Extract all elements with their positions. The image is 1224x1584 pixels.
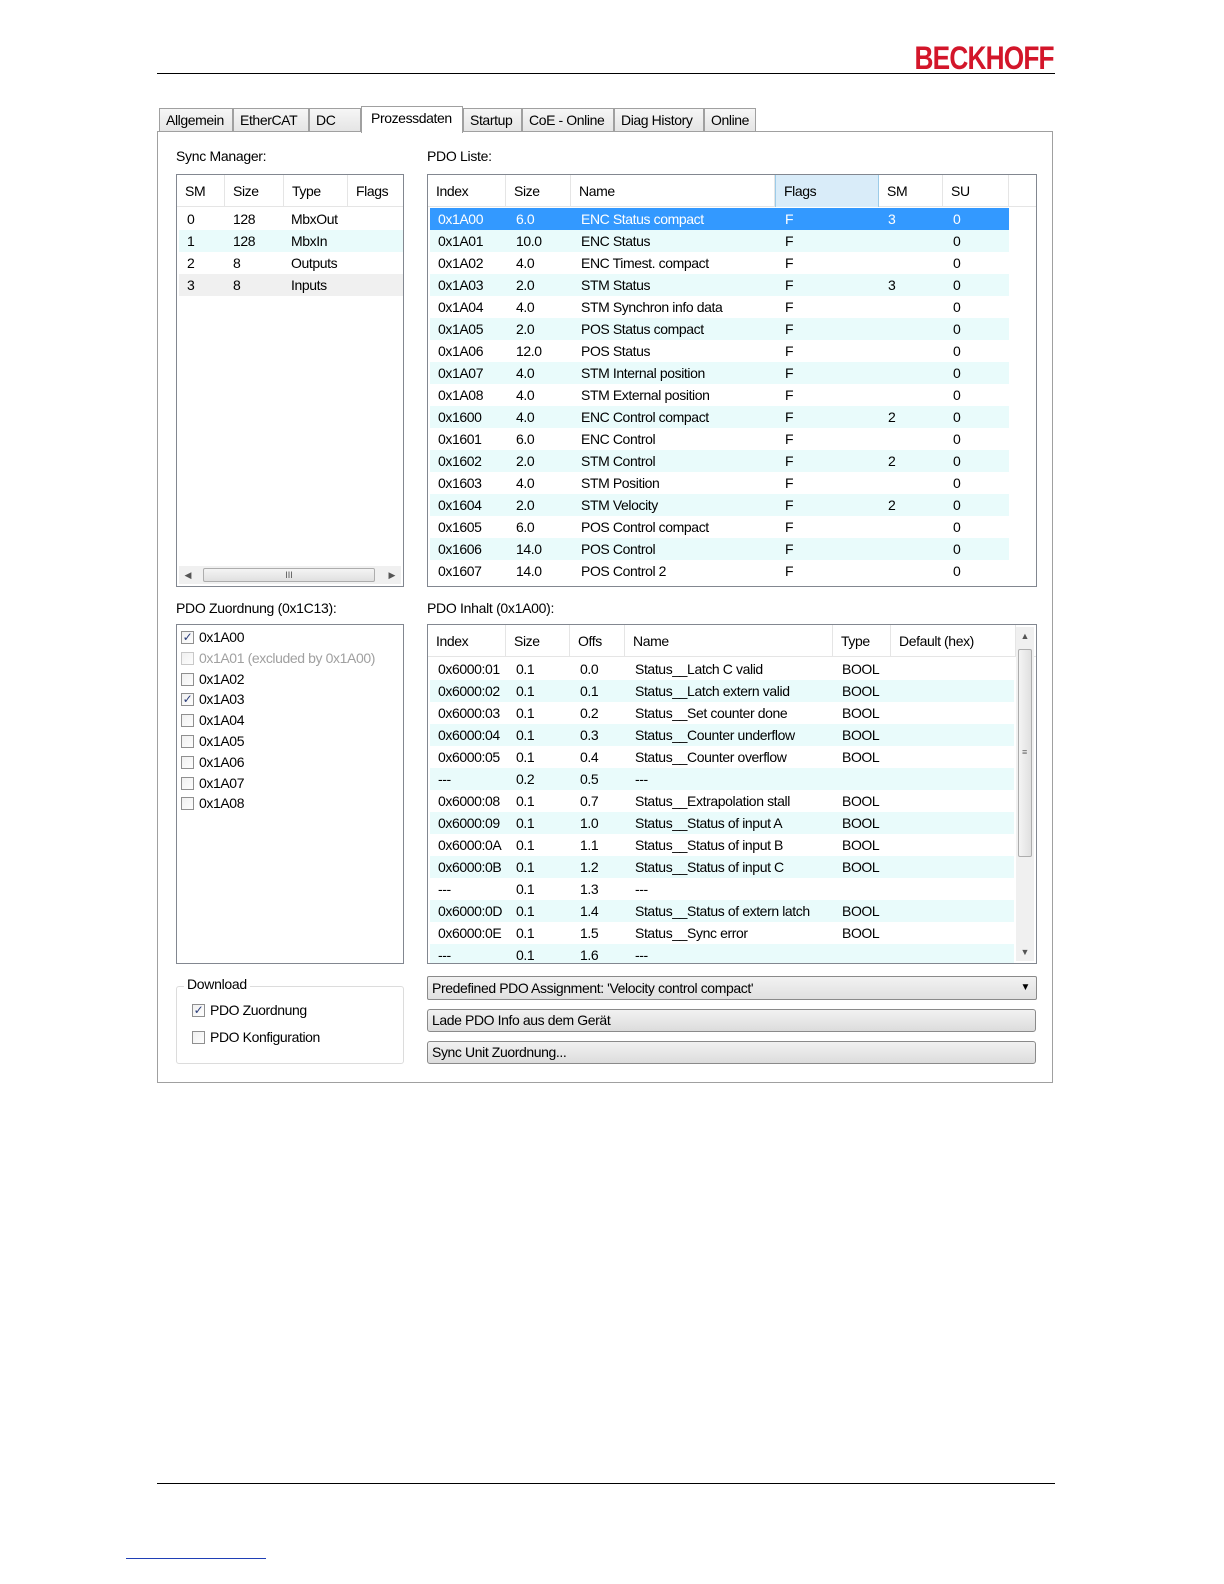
cell-name: STM External position xyxy=(581,387,710,403)
table-row[interactable] xyxy=(179,208,403,230)
cell-size: 0.1 xyxy=(516,793,535,809)
cell-size: 4.0 xyxy=(516,365,535,381)
table-row[interactable] xyxy=(430,702,1014,724)
cell-size: 4.0 xyxy=(516,299,535,315)
tab-allgemein[interactable]: Allgemein xyxy=(159,108,233,132)
checkbox-unchecked-icon[interactable] xyxy=(181,756,194,769)
cell-size: 0.1 xyxy=(516,661,535,677)
cell-size: 2.0 xyxy=(516,497,535,513)
cell-offs: 1.3 xyxy=(580,881,599,897)
table-row[interactable] xyxy=(430,472,1009,494)
table-row[interactable] xyxy=(430,680,1014,702)
checkbox-label: 0x1A05 xyxy=(199,733,245,749)
column-header-flags[interactable]: Flags xyxy=(775,175,879,207)
cell-type: BOOL xyxy=(842,727,880,743)
checkbox-unchecked-icon[interactable] xyxy=(181,735,194,748)
header-rule xyxy=(157,73,1055,74)
checkbox-label: 0x1A08 xyxy=(199,795,245,812)
cell-size: 10.0 xyxy=(516,233,542,249)
pdo-inhalt-list[interactable] xyxy=(427,624,1037,964)
column-header[interactable]: Type xyxy=(833,625,891,657)
cell-name: ENC Status xyxy=(581,233,651,249)
cell-index: 0x1603 xyxy=(438,475,482,491)
cell-su: 0 xyxy=(953,321,961,337)
cell-flags: F xyxy=(785,233,794,249)
cell-index: 0x6000:09 xyxy=(438,815,500,831)
cell-offs: 1.1 xyxy=(580,837,599,853)
cell-offs: 0.5 xyxy=(580,771,599,787)
cell-su: 0 xyxy=(953,453,961,469)
column-header[interactable]: Size xyxy=(225,175,284,207)
cell-name: --- xyxy=(635,947,648,963)
column-header[interactable]: Flags xyxy=(356,183,389,199)
table-row[interactable] xyxy=(430,834,1014,856)
table-row[interactable] xyxy=(430,724,1014,746)
cell-index: 0x1601 xyxy=(438,431,482,447)
checkbox-label: 0x1A00 xyxy=(199,629,245,645)
table-row[interactable] xyxy=(430,274,1009,296)
load-pdo-info-button[interactable]: Lade PDO Info aus dem Gerät xyxy=(427,1009,1036,1032)
cell-index: 0x1A00 xyxy=(438,211,484,227)
cell-index: 0x1600 xyxy=(438,409,482,425)
cell-sm: 2 xyxy=(888,409,896,425)
cell-sm: 2 xyxy=(888,497,896,513)
table-row[interactable] xyxy=(179,252,403,274)
cell-index: 0x6000:0D xyxy=(438,903,503,919)
pdo-inhalt-header xyxy=(428,625,1036,657)
cell-size: 128 xyxy=(233,211,256,227)
cell-index: 0x1607 xyxy=(438,563,482,579)
cell-flags: F xyxy=(785,277,794,293)
pdo-zuordnung-list[interactable] xyxy=(176,624,404,964)
cell-flags: F xyxy=(785,255,794,271)
tab-prozessdaten[interactable]: Prozessdaten xyxy=(361,106,463,133)
table-row[interactable] xyxy=(430,746,1014,768)
cell-type: BOOL xyxy=(842,903,880,919)
cell-offs: 0.1 xyxy=(580,683,599,699)
table-row[interactable] xyxy=(430,538,1009,560)
download-title: Download xyxy=(184,976,250,992)
table-row[interactable] xyxy=(430,516,1009,538)
cell-name: POS Control compact xyxy=(581,519,709,535)
tab-online[interactable]: Online xyxy=(704,108,756,132)
cell-flags: F xyxy=(785,453,794,469)
column-header[interactable]: Type xyxy=(284,175,348,207)
cell-index: 0x1605 xyxy=(438,519,482,535)
pdo-zuordnung-label: PDO Zuordnung (0x1C13): xyxy=(176,600,337,616)
checkbox-unchecked-icon xyxy=(181,652,194,665)
checkbox-checked-icon[interactable]: ✓ xyxy=(182,692,193,707)
cell-index: 0x1A07 xyxy=(438,365,484,381)
dropdown-arrow-icon[interactable]: ▼ xyxy=(1020,982,1030,993)
cell-name: ENC Status compact xyxy=(581,211,704,227)
column-header[interactable]: Size xyxy=(506,625,570,657)
cell-flags: F xyxy=(785,343,794,359)
cell-index: 0x1A05 xyxy=(438,321,484,337)
cell-index: 0x1A03 xyxy=(438,277,484,293)
checkbox-unchecked-icon[interactable] xyxy=(181,673,194,686)
scroll-right-icon[interactable]: ▶ xyxy=(388,570,396,580)
pdo-liste-list[interactable] xyxy=(427,174,1037,587)
cell-size: 8 xyxy=(233,277,241,293)
pdo-liste-label: PDO Liste: xyxy=(427,148,492,164)
cell-name: STM Position xyxy=(581,475,660,491)
cell-name: Status__Set counter done xyxy=(635,705,788,721)
beckhoff-logo: BECKHOFF xyxy=(914,40,1054,76)
cell-index: 0x1A08 xyxy=(438,387,484,403)
cell-size: 6.0 xyxy=(516,519,535,535)
predefined-pdo-assignment-select[interactable] xyxy=(427,976,1037,1000)
tab-dc[interactable]: DC xyxy=(309,108,361,132)
cell-index: 0x1A01 xyxy=(438,233,484,249)
cell-name: POS Control xyxy=(581,541,656,557)
cell-index: 0x1604 xyxy=(438,497,482,513)
cell-index: --- xyxy=(438,947,451,963)
table-row[interactable] xyxy=(430,922,1014,944)
cell-sm: 2 xyxy=(187,255,195,271)
table-row[interactable] xyxy=(430,318,1009,340)
cell-size: 0.1 xyxy=(516,947,535,963)
cell-type: BOOL xyxy=(842,793,880,809)
cell-index: 0x1602 xyxy=(438,453,482,469)
cell-name: POS Control 2 xyxy=(581,563,667,579)
cell-size: 14.0 xyxy=(516,541,542,557)
checkbox-unchecked-icon[interactable] xyxy=(181,714,194,727)
cell-name: Status__Status of input C xyxy=(635,859,784,875)
cell-index: 0x6000:02 xyxy=(438,683,500,699)
column-header[interactable]: Name xyxy=(571,175,775,207)
column-header[interactable]: SM xyxy=(177,175,225,207)
table-row[interactable] xyxy=(430,878,1014,900)
cell-name: STM Internal position xyxy=(581,365,705,381)
table-row[interactable] xyxy=(430,812,1014,834)
table-row[interactable] xyxy=(430,340,1009,362)
cell-type: BOOL xyxy=(842,705,880,721)
cell-su: 0 xyxy=(953,475,961,491)
table-row[interactable] xyxy=(430,494,1009,516)
cell-size: 4.0 xyxy=(516,475,535,491)
cell-index: 0x6000:04 xyxy=(438,727,500,743)
checkbox-checked-icon[interactable]: ✓ xyxy=(182,630,193,644)
cell-size: 4.0 xyxy=(516,409,535,425)
cell-su: 0 xyxy=(953,387,961,403)
sync-manager-header xyxy=(177,175,403,207)
cell-size: 0.2 xyxy=(516,771,535,787)
cell-index: 0x6000:0A xyxy=(438,837,502,853)
column-header[interactable]: Index xyxy=(428,175,506,207)
cell-offs: 0.7 xyxy=(580,793,599,809)
cell-size: 2.0 xyxy=(516,453,535,469)
cell-index: 0x1A06 xyxy=(438,343,484,359)
cell-offs: 0.0 xyxy=(580,661,599,677)
cell-flags: F xyxy=(785,541,794,557)
cell-index: 0x1A02 xyxy=(438,255,484,271)
cell-sm: 0 xyxy=(187,211,195,227)
checkbox-label: 0x1A03 xyxy=(199,691,245,708)
cell-flags: F xyxy=(785,321,794,337)
cell-index: --- xyxy=(438,771,451,787)
cell-offs: 0.2 xyxy=(580,705,599,721)
cell-su: 0 xyxy=(953,431,961,447)
cell-name: Status__Extrapolation stall xyxy=(635,793,790,809)
cell-size: 0.1 xyxy=(516,815,535,831)
table-row[interactable] xyxy=(430,560,1009,582)
table-row[interactable] xyxy=(430,406,1009,428)
cell-type: BOOL xyxy=(842,815,880,831)
checkbox-label: 0x1A01 (excluded by 0x1A00) xyxy=(199,649,375,666)
table-row[interactable] xyxy=(430,944,1014,964)
sync-manager-list[interactable] xyxy=(176,174,404,587)
cell-size: 6.0 xyxy=(516,431,535,447)
tab-ethercat[interactable]: EtherCAT xyxy=(233,108,309,132)
cell-name: Status__Status of input A xyxy=(635,815,783,831)
cell-index: 0x1606 xyxy=(438,541,482,557)
footer-link-underline xyxy=(126,1558,266,1559)
column-header[interactable]: SM xyxy=(879,175,943,207)
cell-flags: F xyxy=(785,497,794,513)
cell-index: 0x6000:03 xyxy=(438,705,500,721)
cell-su: 0 xyxy=(953,365,961,381)
cell-su: 0 xyxy=(953,211,961,227)
table-row[interactable] xyxy=(430,252,1009,274)
cell-su: 0 xyxy=(953,519,961,535)
cell-offs: 1.5 xyxy=(580,925,599,941)
cell-flags: F xyxy=(785,563,794,579)
column-header[interactable]: Index xyxy=(428,625,506,657)
cell-index: 0x1A04 xyxy=(438,299,484,315)
cell-name: ENC Control compact xyxy=(581,409,709,425)
column-header[interactable]: Size xyxy=(506,175,571,207)
cell-size: 0.1 xyxy=(516,837,535,853)
sync-manager-label: Sync Manager: xyxy=(176,148,267,164)
scroll-down-icon[interactable]: ▼ xyxy=(1020,947,1030,957)
table-row[interactable] xyxy=(430,856,1014,878)
cell-offs: 1.4 xyxy=(580,903,599,919)
cell-su: 0 xyxy=(953,563,961,579)
cell-name: STM Velocity xyxy=(581,497,658,513)
checkbox-label: 0x1A07 xyxy=(199,774,245,791)
cell-offs: 0.4 xyxy=(580,749,599,765)
cell-type: BOOL xyxy=(842,859,880,875)
cell-su: 0 xyxy=(953,233,961,249)
cell-size: 0.1 xyxy=(516,903,535,919)
table-row[interactable] xyxy=(430,230,1009,252)
scroll-thumb[interactable]: ≡ xyxy=(1018,649,1032,857)
cell-size: 2.0 xyxy=(516,321,535,337)
column-header[interactable]: SU xyxy=(943,175,1009,207)
tab-diag-history[interactable]: Diag History xyxy=(614,108,704,132)
cell-sm: 3 xyxy=(888,211,896,227)
cell-name: Status__Counter overflow xyxy=(635,749,787,765)
pdo-liste-header xyxy=(428,175,1036,207)
cell-name: STM Synchron info data xyxy=(581,299,723,315)
table-row[interactable] xyxy=(430,768,1014,790)
pdo-inhalt-label: PDO Inhalt (0x1A00): xyxy=(427,600,555,616)
cell-type: BOOL xyxy=(842,837,880,853)
cell-name: Status__Status of extern latch xyxy=(635,903,810,919)
cell-name: STM Status xyxy=(581,277,651,293)
cell-index: 0x6000:08 xyxy=(438,793,500,809)
download-group xyxy=(176,986,404,1064)
cell-name: ENC Timest. compact xyxy=(581,255,709,271)
cell-size: 0.1 xyxy=(516,705,535,721)
cell-type: Outputs xyxy=(291,255,338,271)
cell-type: Inputs xyxy=(291,277,327,293)
cell-size: 0.1 xyxy=(516,881,535,897)
cell-name: POS Status compact xyxy=(581,321,704,337)
column-header[interactable]: Name xyxy=(625,625,833,657)
cell-name: Status__Sync error xyxy=(635,925,748,941)
vertical-scrollbar[interactable] xyxy=(1016,627,1034,961)
cell-size: 0.1 xyxy=(516,859,535,875)
cell-name: Status__Status of input B xyxy=(635,837,783,853)
cell-su: 0 xyxy=(953,299,961,315)
checkbox-label: PDO Zuordnung xyxy=(210,1002,307,1018)
cell-offs: 1.6 xyxy=(580,947,599,963)
table-row[interactable] xyxy=(430,362,1009,384)
cell-su: 0 xyxy=(953,277,961,293)
cell-flags: F xyxy=(785,299,794,315)
scroll-up-icon[interactable]: ▲ xyxy=(1020,631,1030,641)
cell-size: 6.0 xyxy=(516,211,535,227)
cell-size: 128 xyxy=(233,233,256,249)
table-row[interactable] xyxy=(430,296,1009,318)
cell-sm: 1 xyxy=(187,233,195,249)
cell-size: 14.0 xyxy=(516,563,542,579)
select-value: Predefined PDO Assignment: 'Velocity control compact' xyxy=(432,980,754,996)
checkbox-label: 0x1A06 xyxy=(199,753,245,770)
cell-type: BOOL xyxy=(842,683,880,699)
cell-size: 4.0 xyxy=(516,387,535,403)
cell-name: ENC Control xyxy=(581,431,656,447)
cell-offs: 1.0 xyxy=(580,815,599,831)
tab-startup[interactable]: Startup xyxy=(463,108,522,132)
table-row[interactable] xyxy=(430,900,1014,922)
footer-rule xyxy=(157,1483,1055,1484)
cell-flags: F xyxy=(785,387,794,403)
cell-index: 0x6000:0B xyxy=(438,859,502,875)
checkbox-unchecked-icon[interactable] xyxy=(181,797,194,810)
cell-flags: F xyxy=(785,365,794,381)
cell-name: Status__Latch C valid xyxy=(635,661,763,677)
cell-name: STM Control xyxy=(581,453,656,469)
horizontal-scrollbar[interactable] xyxy=(179,566,401,584)
cell-size: 0.1 xyxy=(516,925,535,941)
cell-sm: 3 xyxy=(187,277,195,293)
cell-type: BOOL xyxy=(842,749,880,765)
cell-index: 0x6000:05 xyxy=(438,749,500,765)
cell-flags: F xyxy=(785,519,794,535)
cell-name: --- xyxy=(635,881,648,897)
cell-flags: F xyxy=(785,211,794,227)
cell-flags: F xyxy=(785,431,794,447)
cell-type: BOOL xyxy=(842,661,880,677)
cell-sm: 2 xyxy=(888,453,896,469)
cell-size: 8 xyxy=(233,255,241,271)
cell-index: 0x6000:0E xyxy=(438,925,502,941)
table-row[interactable] xyxy=(430,790,1014,812)
table-row[interactable] xyxy=(430,450,1009,472)
cell-su: 0 xyxy=(953,541,961,557)
scroll-thumb[interactable]: III xyxy=(203,568,375,582)
cell-su: 0 xyxy=(953,497,961,513)
cell-offs: 0.3 xyxy=(580,727,599,743)
column-header[interactable]: Offs xyxy=(570,625,625,657)
cell-size: 4.0 xyxy=(516,255,535,271)
scroll-left-icon[interactable]: ◀ xyxy=(184,570,192,580)
cell-size: 0.1 xyxy=(516,749,535,765)
cell-size: 2.0 xyxy=(516,277,535,293)
cell-type: BOOL xyxy=(842,925,880,941)
checkbox-label: 0x1A04 xyxy=(199,712,245,729)
cell-index: --- xyxy=(438,881,451,897)
checkbox-label: PDO Konfiguration xyxy=(210,1029,320,1045)
cell-name: --- xyxy=(635,771,648,787)
table-row-selected[interactable] xyxy=(430,208,1009,230)
tab-coe-online[interactable]: CoE - Online xyxy=(522,108,614,132)
table-row[interactable] xyxy=(179,274,403,296)
cell-size: 0.1 xyxy=(516,683,535,699)
cell-index: 0x6000:01 xyxy=(438,661,500,677)
cell-name: Status__Latch extern valid xyxy=(635,683,790,699)
table-row[interactable] xyxy=(430,428,1009,450)
cell-su: 0 xyxy=(953,343,961,359)
table-row[interactable] xyxy=(179,230,403,252)
sync-unit-zuordnung-button[interactable]: Sync Unit Zuordnung... xyxy=(427,1041,1036,1064)
column-header[interactable]: Default (hex) xyxy=(891,625,1016,657)
cell-name: Status__Counter underflow xyxy=(635,727,795,743)
cell-type: MbxOut xyxy=(291,211,338,227)
cell-type: MbxIn xyxy=(291,233,328,249)
cell-offs: 1.2 xyxy=(580,859,599,875)
table-row[interactable] xyxy=(430,384,1009,406)
cell-sm: 3 xyxy=(888,277,896,293)
cell-su: 0 xyxy=(953,409,961,425)
checkbox-checked-icon[interactable]: ✓ xyxy=(193,1003,204,1017)
checkbox-label: 0x1A02 xyxy=(199,670,245,687)
cell-name: POS Status xyxy=(581,343,651,359)
cell-flags: F xyxy=(785,409,794,425)
checkbox-unchecked-icon[interactable] xyxy=(181,777,194,790)
cell-size: 0.1 xyxy=(516,727,535,743)
checkbox-unchecked-icon[interactable] xyxy=(192,1031,205,1044)
table-row[interactable] xyxy=(430,658,1014,680)
cell-flags: F xyxy=(785,475,794,491)
cell-su: 0 xyxy=(953,255,961,271)
cell-size: 12.0 xyxy=(516,343,542,359)
